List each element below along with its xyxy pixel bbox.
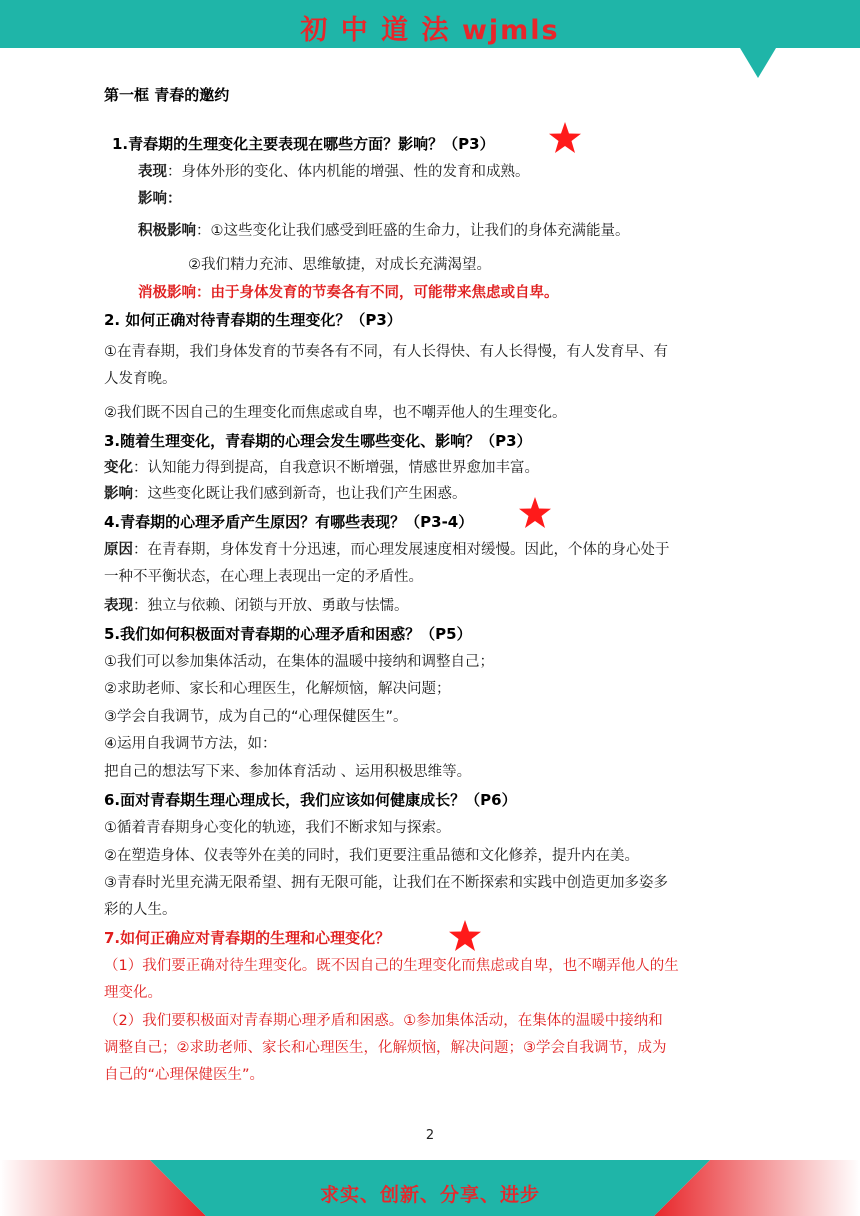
star-icon <box>448 919 482 953</box>
q7-a1-line2: 理变化。 <box>104 985 162 1001</box>
question-4: 4.青春期的心理矛盾产生原因？有哪些表现？（P3-4） <box>104 513 474 531</box>
q7-a1-line1: （1）我们要正确对待生理变化。既不因自己的生理变化而焦虑或自卑，也不嘲弄他人的生 <box>104 958 679 974</box>
q7-a2-line3: 自己的“心理保健医生”。 <box>104 1067 265 1083</box>
q6-a3-line2: 彩的人生。 <box>104 902 177 918</box>
q4-yuanyin-label: 原因 <box>104 542 133 558</box>
question-6: 6.面对青春期生理心理成长，我们应该如何健康成长？（P6） <box>104 791 517 809</box>
q1-jiji <box>138 221 630 241</box>
q4-yuanyin-text2: 一种不平衡状态，在心理上表现出一定的矛盾性。 <box>104 569 423 585</box>
q5-a3: ③学会自我调节，成为自己的“心理保健医生”。 <box>104 709 408 725</box>
section-title: 第一框 青春的邀约 <box>104 86 230 104</box>
q3-bianhua-label: 变化 <box>104 460 133 476</box>
q2-a1-line1: ①在青春期，我们身体发育的节奏各有不同，有人长得快、有人长得慢，有人发育早、有 <box>104 344 668 360</box>
q4-yuanyin <box>104 540 670 560</box>
q3-bianhua <box>104 458 539 478</box>
question-5: 5.我们如何积极面对青春期的心理矛盾和困惑？（P5） <box>104 625 472 643</box>
page-number: 2 <box>425 1128 435 1143</box>
q5-a1: ①我们可以参加集体活动，在集体的温暖中接纳和调整自己； <box>104 654 494 670</box>
q1-biaoxian <box>138 162 530 182</box>
footer-slogan: 求实、创新、分享、进步 <box>319 1184 540 1206</box>
q7-a2-line2: 调整自己；②求助老师、家长和心理医生，化解烦恼，解决问题；③学会自我调节，成为 <box>104 1040 667 1056</box>
q3-bianhua-text: ：认知能力得到提高，自我意识不断增强，情感世界愈加丰富。 <box>133 460 539 476</box>
q7-a2-line1: （2）我们要积极面对青春期心理矛盾和困惑。①参加集体活动，在集体的温暖中接纳和 <box>104 1013 663 1029</box>
q4-biaoxian <box>104 596 409 616</box>
q1-jiji-text2: ②我们精力充沛、思维敏捷，对成长充满渴望。 <box>188 257 491 273</box>
q2-a1-line2: 人发育晚。 <box>104 371 177 387</box>
q5-a2: ②求助老师、家长和心理医生，化解烦恼，解决问题； <box>104 681 451 697</box>
q1-biaoxian-text: ：身体外形的变化、体内机能的增强、性的发育和成熟。 <box>167 164 530 180</box>
question-3: 3.随着生理变化，青春期的心理会发生哪些变化、影响？（P3） <box>104 432 532 450</box>
q1-biaoxian-label: 表现 <box>138 164 167 180</box>
header-title: 初 中 道 法 wjmls <box>300 15 560 46</box>
q3-yingxiang-label: 影响 <box>104 486 133 502</box>
q1-jiji-text1: ：①这些变化让我们感受到旺盛的生命力，让我们的身体充满能量。 <box>196 223 630 239</box>
star-icon <box>548 121 582 155</box>
star-icon <box>518 496 552 530</box>
q1-jiji-label: 积极影响 <box>138 223 196 239</box>
q3-yingxiang <box>104 484 467 504</box>
q2-a2: ②我们既不因自己的生理变化而焦虑或自卑，也不嘲弄他人的生理变化。 <box>104 405 567 421</box>
question-1: 1.青春期的生理变化主要表现在哪些方面？影响？（P3） <box>112 135 495 153</box>
q1-yingxiang-label: 影响： <box>138 191 182 207</box>
q4-yuanyin-text1: ：在青春期，身体发育十分迅速，而心理发展速度相对缓慢。因此，个体的身心处于 <box>133 542 670 558</box>
header-tab-decoration <box>0 44 860 84</box>
q3-yingxiang-text: ：这些变化既让我们感到新奇，也让我们产生困惑。 <box>133 486 467 502</box>
q5-a5: 把自己的想法写下来、参加体育活动 、运用积极思维等。 <box>104 764 472 780</box>
question-2: 2. 如何正确对待青春期的生理变化？（P3） <box>104 311 402 329</box>
question-7: 7.如何正确应对青春期的生理和心理变化？ <box>104 929 391 947</box>
q5-a4: ④运用自我调节方法，如： <box>104 736 277 752</box>
q6-a1: ①循着青春期身心变化的轨迹，我们不断求知与探索。 <box>104 820 451 836</box>
q1-xiaoji: 消极影响：由于身体发育的节奏各有不同，可能带来焦虑或自卑。 <box>138 285 559 301</box>
q4-biaoxian-text: ：独立与依赖、闭锁与开放、勇敢与怯懦。 <box>133 598 409 614</box>
q6-a3-line1: ③青春时光里充满无限希望、拥有无限可能，让我们在不断探索和实践中创造更加多姿多 <box>104 875 668 891</box>
q4-biaoxian-label: 表现 <box>104 598 133 614</box>
q6-a2: ②在塑造身体、仪表等外在美的同时，我们更要注重品德和文化修养，提升内在美。 <box>104 848 639 864</box>
